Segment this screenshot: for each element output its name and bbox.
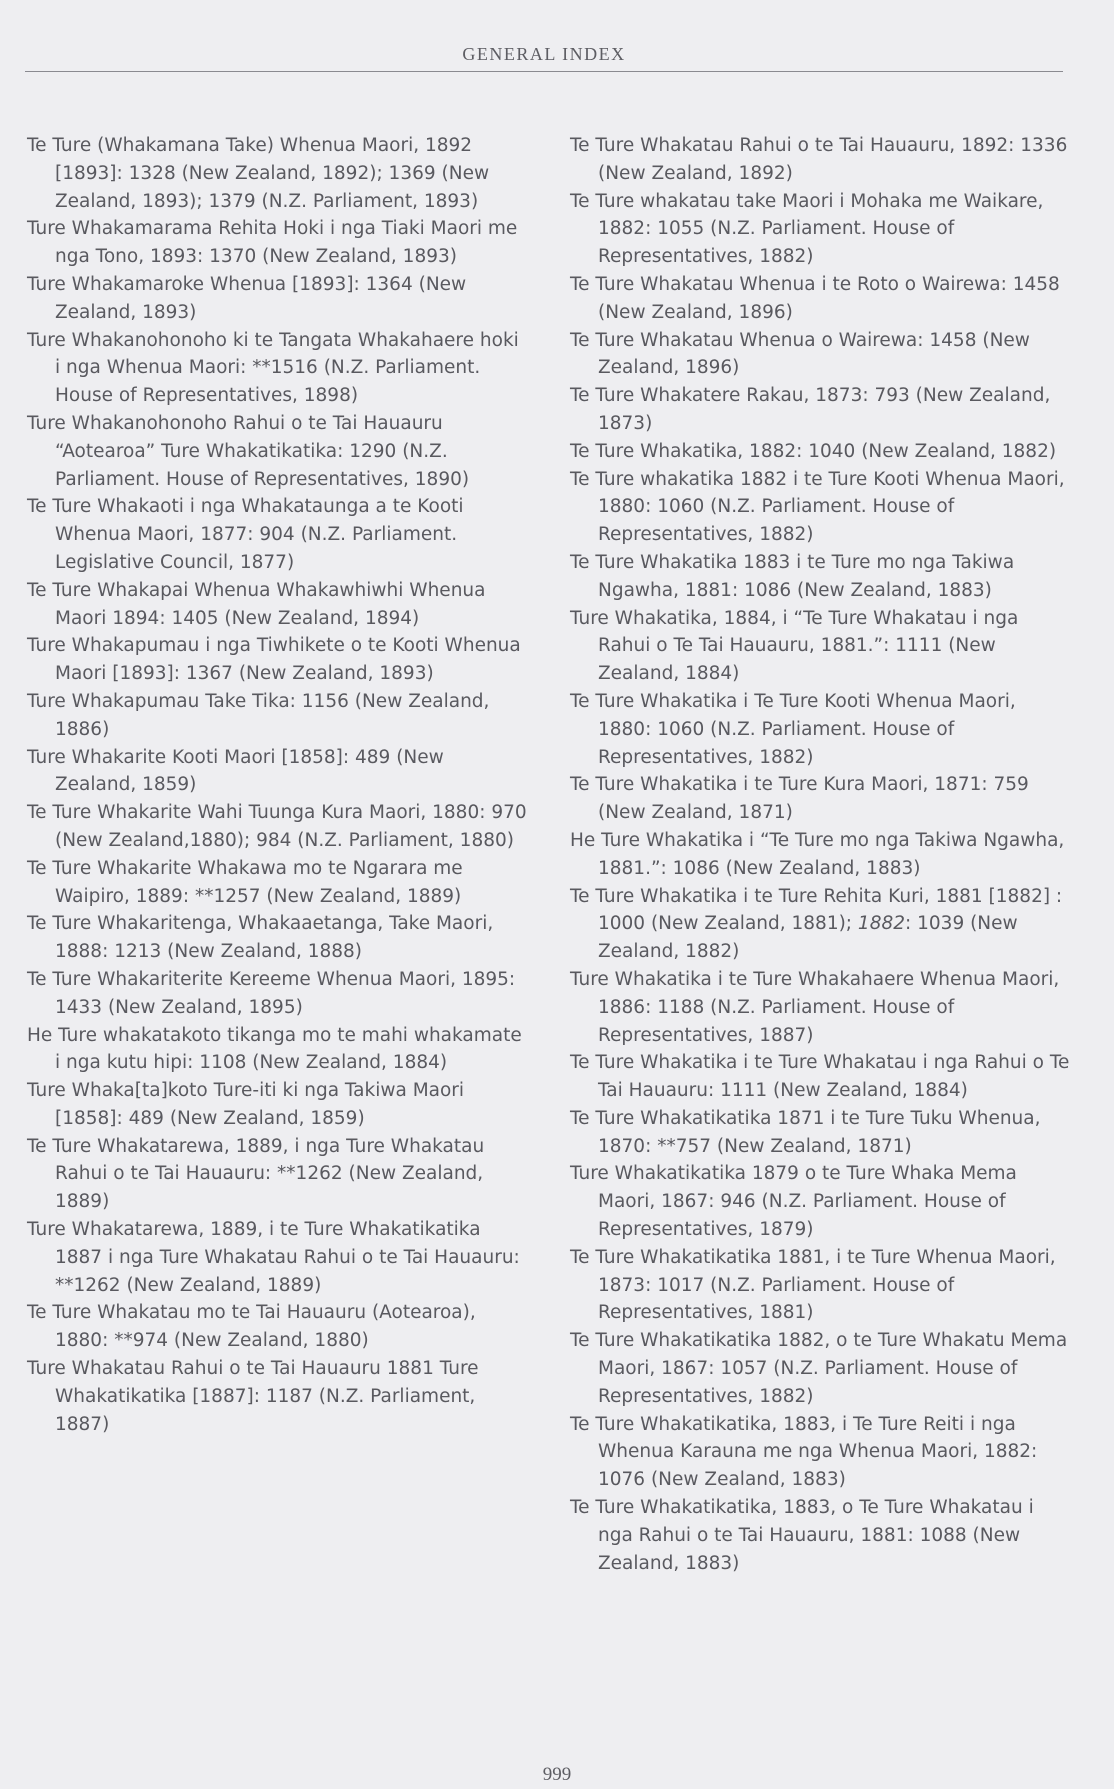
index-entry: Te Ture Whakaritenga, Whakaaetanga, Take Maori, 1888: 1213 (New Zealand, 1888) [27, 913, 494, 963]
entry-italic-year: 1882 [857, 913, 906, 935]
index-entry: Te Ture Whakatikatika 1871 i te Ture Tuku Whenua, 1870: **757 (New Zealand, 1871) [570, 1107, 1041, 1157]
index-entry: Te Ture Whakatau Rahui o te Tai Hauauru, 1892: 1336 (New Zealand, 1892) [570, 135, 1068, 184]
index-entry: Te Ture Whakatika, 1882: 1040 (New Zealand, 1882) [570, 440, 1057, 462]
index-entry: Te Ture Whakatau Whenua i te Roto o Wairewa: 1458 (New Zealand, 1896) [570, 273, 1060, 323]
index-entry: Te Ture Whakatau Whenua o Wairewa: 1458 (New Zealand, 1896) [570, 329, 1030, 379]
index-entry: Te Ture Whakatikatika 1881, i te Ture Whenua Maori, 1873: 1017 (N.Z. Parliament. House of Representatives, 1881) [570, 1246, 1056, 1324]
index-entry: Ture Whakamarama Rehita Hoki i nga Tiaki Maori me nga Tono, 1893: 1370 (New Zealand, 1893) [27, 218, 518, 268]
index-entry: Te Ture Whakatika 1883 i te Ture mo nga Takiwa Ngawha, 1881: 1086 (New Zealand, 1883) [570, 551, 1015, 601]
index-entry: Ture Whakatarewa, 1889, i te Ture Whakatikatika 1887 i nga Ture Whakatau Rahui o te Tai Hauauru: **1262 (New Zealand, 1889) [27, 1219, 520, 1296]
index-entry: Te Ture Whakatika i Te Ture Kooti Whenua Maori, 1880: 1060 (N.Z. Parliament. House of Representatives, 1882) [570, 690, 1016, 768]
index-entry: Te Ture whakatika 1882 i te Ture Kooti Whenua Maori, 1880: 1060 (N.Z. Parliament. House of Representatives, 1882) [570, 468, 1065, 546]
index-entry: Ture Whaka[ta]koto Ture-iti ki nga Takiwa Maori [1858]: 489 (New Zealand, 1859) [27, 1080, 465, 1129]
index-entry: Te Ture Whakatika i te Ture Kura Maori, 1871: 759 (New Zealand, 1871) [570, 774, 1029, 824]
index-entry: Te Ture Whakarite Wahi Tuunga Kura Maori, 1880: 970 (New Zealand,1880); 984 (N.Z. Parliament, 1880) [27, 802, 527, 851]
page-number: 999 [542, 1764, 572, 1785]
index-entry: Te Ture Whakatikatika, 1883, i Te Ture Reiti i nga Whenua Karauna me nga Whenua Maori, 1882: 1076 (New Zealand, 1883) [570, 1413, 1038, 1491]
entry-text: : 1039 (New Zealand, 1882) [598, 913, 1018, 963]
index-entry: Te Ture Whakatere Rakau, 1873: 793 (New Zealand, 1873) [570, 385, 1051, 434]
index-entry: Ture Whakatikatika 1879 o te Ture Whaka Mema Maori, 1867: 946 (N.Z. Parliament. House of Representatives, 1879) [570, 1163, 1017, 1241]
index-entry: Ture Whakanohonoho ki te Tangata Whakahaere hoki i nga Whenua Maori: **1516 (N.Z. Parliament. House of Representatives, 1898) [27, 329, 519, 407]
index-entry: Ture Whakapumau Take Tika: 1156 (New Zealand, 1886) [27, 690, 490, 740]
index-entry: Te Ture Whakaoti i nga Whakataunga a te Kooti Whenua Maori, 1877: 904 (N.Z. Parliament. Legislative Council, 1877) [27, 496, 464, 573]
index-entry: Te Ture Whakariterite Kereeme Whenua Maori, 1895: 1433 (New Zealand, 1895) [27, 968, 516, 1018]
index-entry: Te Ture Whakatikatika, 1883, o Te Ture Whakatau i nga Rahui o te Tai Hauauru, 1881: 1088 (New Zealand, 1883) [570, 1497, 1034, 1574]
index-entry: Ture Whakarite Kooti Maori [1858]: 489 (New Zealand, 1859) [27, 746, 444, 796]
index-entry: He Ture Whakatika i “Te Ture mo nga Takiwa Ngawha, 1881.”: 1086 (New Zealand, 1883) [570, 829, 1065, 879]
index-entry: He Ture whakatakoto tikanga mo te mahi whakamate i nga kutu hipi: 1108 (New Zealand, 1884) [27, 1024, 522, 1074]
index-entry-rehita-kuri [570, 883, 1070, 966]
index-entry: Ture Whakatika, 1884, i “Te Ture Whakatau i nga Rahui o Te Tai Hauauru, 1881.”: 1111 (New Zealand, 1884) [570, 607, 1019, 685]
index-entry: Te Ture Whakapai Whenua Whakawhiwhi Whenua Maori 1894: 1405 (New Zealand, 1894) [27, 579, 486, 629]
index-entry: Te Ture whakatau take Maori i Mohaka me Waikare, 1882: 1055 (N.Z. Parliament. House of Representatives, 1882) [570, 190, 1044, 268]
header-rule [25, 71, 1063, 72]
index-entry: Te Ture Whakatarewa, 1889, i nga Ture Whakatau Rahui o te Tai Hauauru: **1262 (New Zealand, 1889) [27, 1135, 485, 1213]
index-entry: Te Ture Whakatikatika 1882, o te Ture Whakatu Mema Maori, 1867: 1057 (N.Z. Parliament. House of Representatives, 1882) [570, 1330, 1068, 1407]
entry-text: Te Ture Whakatika i te Ture Rehita Kuri, 1881 [1882] : 1000 (New Zealand, 1881); [570, 885, 1063, 935]
index-entry: Ture Whakamaroke Whenua [1893]: 1364 (New Zealand, 1893) [27, 273, 467, 323]
index-column-left [27, 132, 527, 1438]
running-header: GENERAL INDEX [462, 44, 626, 64]
index-entry: Ture Whakapumau i nga Tiwhikete o te Kooti Whenua Maori [1893]: 1367 (New Zealand, 1893) [27, 635, 521, 685]
index-entry: Te Ture Whakatau mo te Tai Hauauru (Aotearoa), 1880: **974 (New Zealand, 1880) [27, 1302, 476, 1352]
index-column-right [570, 132, 1070, 1577]
index-entry: Te Ture (Whakamana Take) Whenua Maori, 1892 [1893]: 1328 (New Zealand, 1892); 1369 (New Zealand, 1893); 1379 (N.Z. Parliament, 1893) [27, 135, 490, 212]
index-entry: Te Ture Whakarite Whakawa mo te Ngarara me Waipiro, 1889: **1257 (New Zealand, 1889) [27, 857, 463, 907]
index-entry: Ture Whakanohonoho Rahui o te Tai Hauauru “Aotearoa” Ture Whakatikatika: 1290 (N.Z. Parliament. House of Representatives, 1890) [27, 412, 470, 490]
index-entry: Te Ture Whakatika i te Ture Whakatau i nga Rahui o Te Tai Hauauru: 1111 (New Zealand, 1884) [570, 1052, 1070, 1102]
index-entry: Ture Whakatau Rahui o te Tai Hauauru 1881 Ture Whakatikatika [1887]: 1187 (N.Z. Parliament, 1887) [27, 1358, 479, 1435]
index-entry: Ture Whakatika i te Ture Whakahaere Whenua Maori, 1886: 1188 (N.Z. Parliament. House of Representatives, 1887) [570, 968, 1060, 1046]
